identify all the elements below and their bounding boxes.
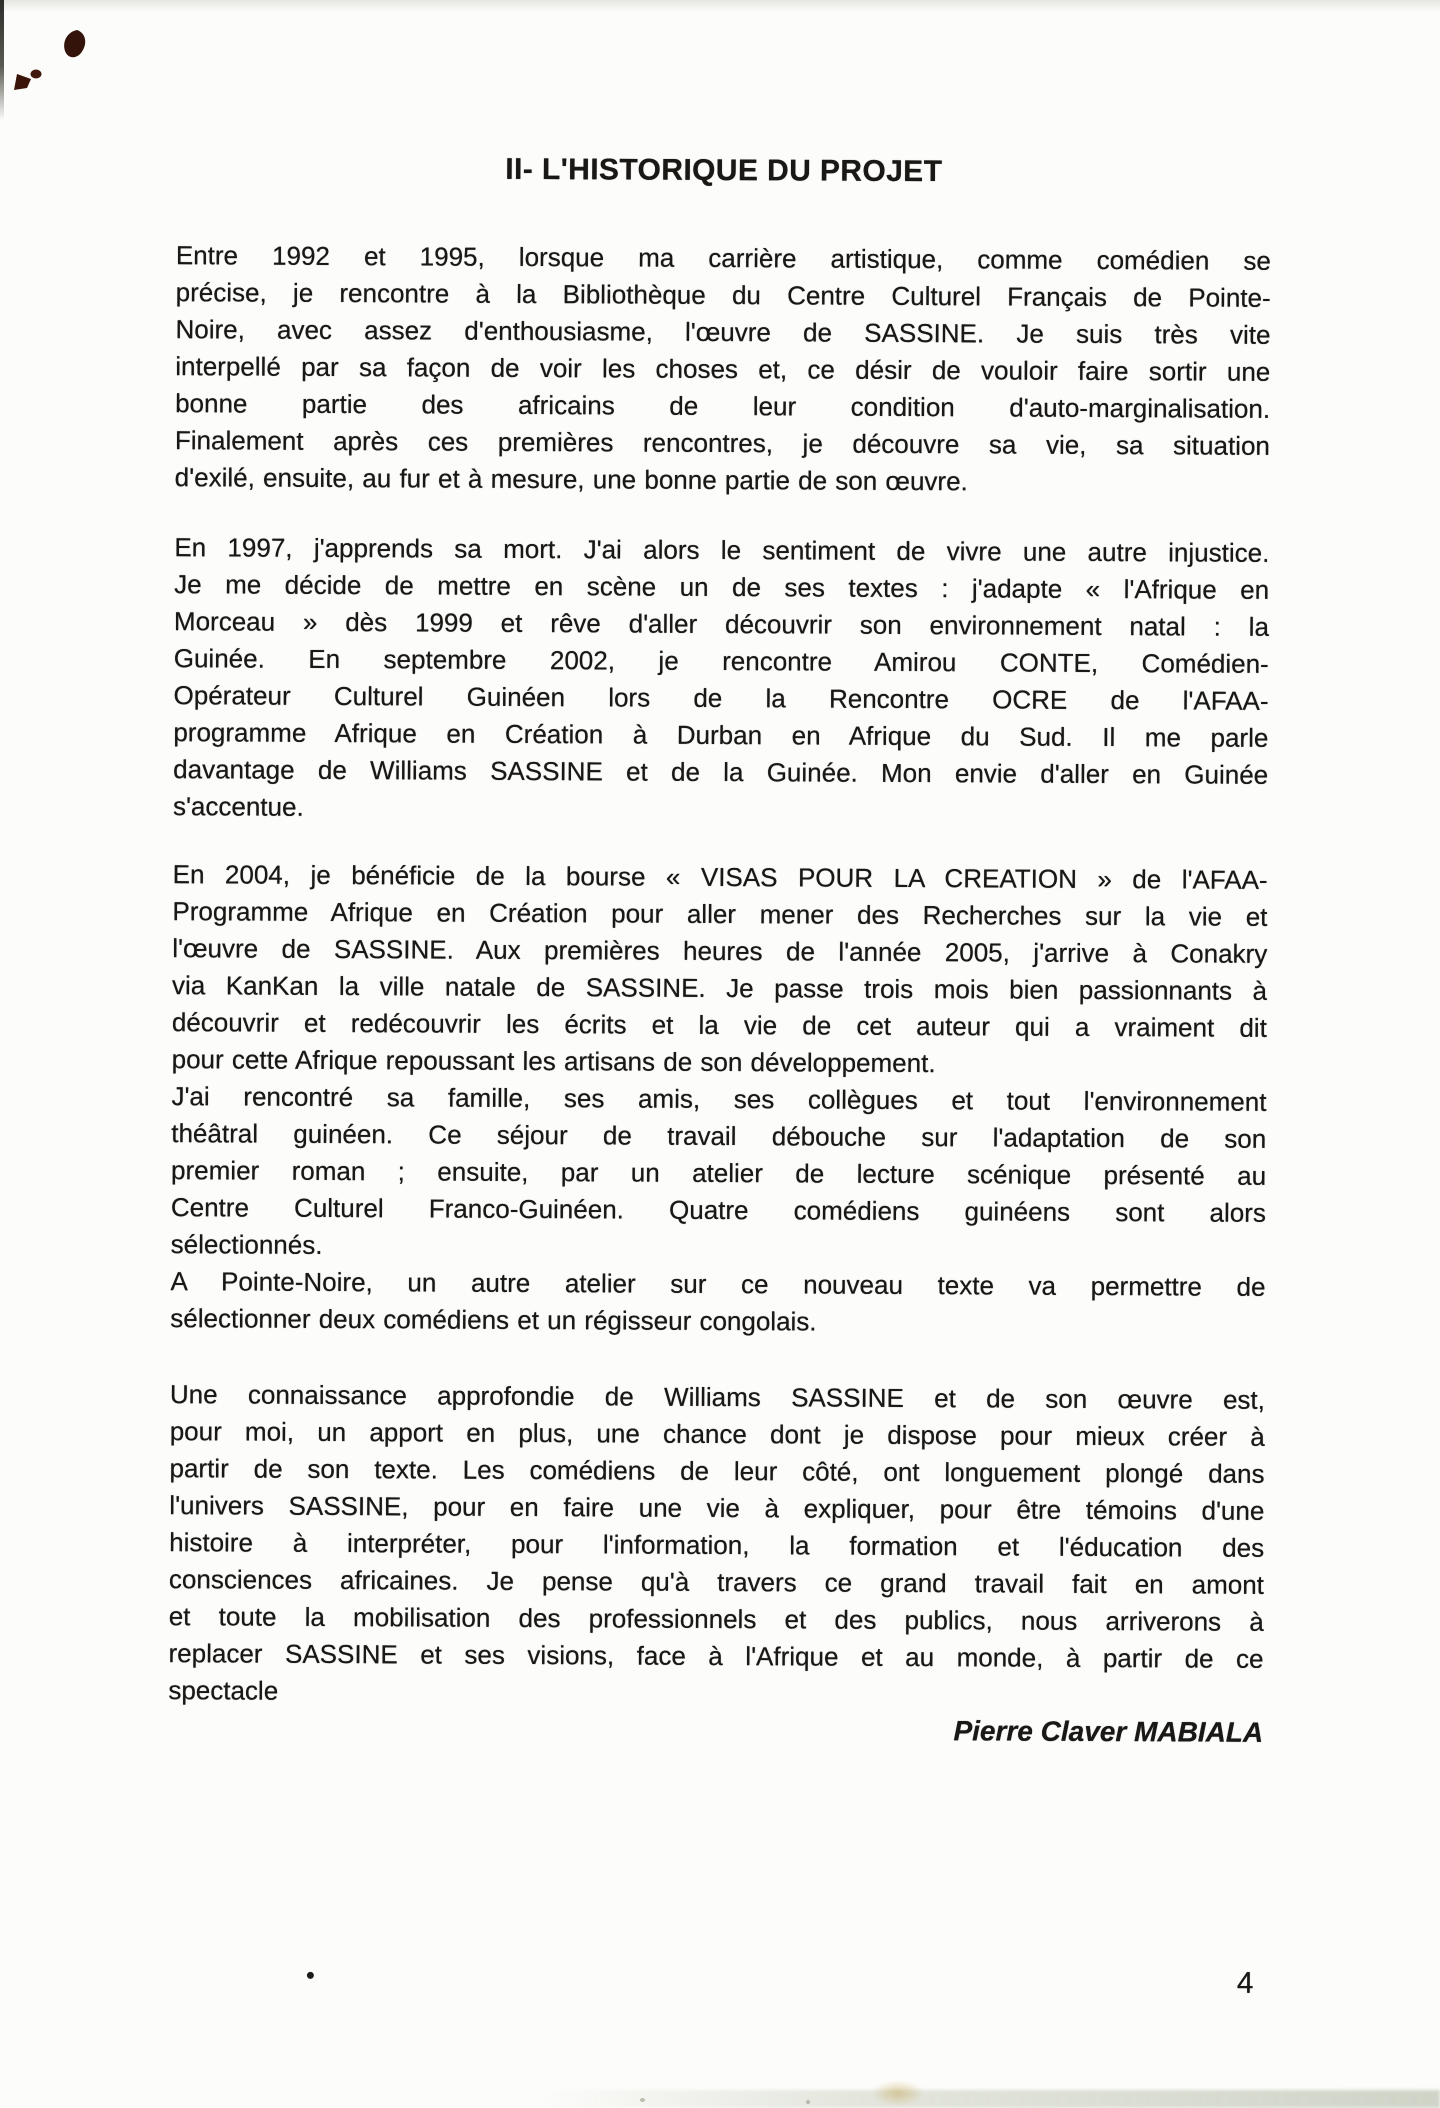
paragraph-4 [168, 1376, 1265, 1715]
text-line: et toute la mobilisation des professionnels et des publics, nous arriverons à [168, 1601, 1264, 1637]
text-line: histoire à interpréter, pour l'information, la formation et l'éducation des [169, 1527, 1265, 1563]
text-line: d'exilé, ensuite, au fur et à mesure, une bonne partie de son œuvre. [174, 462, 968, 497]
paragraph-1 [175, 237, 1271, 502]
text-line: Programme Afrique en Création pour aller mener des Recherches sur la vie et [172, 896, 1268, 932]
text-line: sélectionner deux comédiens et un régisseur congolais. [170, 1303, 817, 1337]
text-line: Opérateur Culturel Guinéen lors de la Rencontre OCRE de l'AFAA- [173, 680, 1269, 716]
text-line: interpellé par sa façon de voir les choses et, ce désir de vouloir faire sortir une [175, 351, 1271, 387]
text-line: En 2004, je bénéficie de la bourse « VISAS POUR LA CREATION » de l'AFAA- [172, 859, 1268, 895]
text-line: pour moi, un apport en plus, une chance dont je dispose pour mieux créer à [169, 1416, 1265, 1452]
text-line: Morceau » dès 1999 et rêve d'aller découvrir son environnement natal : la [173, 606, 1270, 642]
author-signature: Pierre Claver MABIALA [953, 1715, 1264, 1748]
text-line: découvrir et redécouvrir les écrits et la vie de cet auteur qui a vraiment dit [171, 1007, 1267, 1043]
text-line: pour cette Afrique repoussant les artisans de son développement. [171, 1044, 936, 1079]
text-line: davantage de Williams SASSINE et de la Guinée. Mon envie d'aller en Guinée [173, 754, 1269, 790]
text-line: Noire, avec assez d'enthousiasme, l'œuvre de SASSINE. Je suis très vite [175, 314, 1271, 350]
text-line: via KanKan la ville natale de SASSINE. Je passe trois mois bien passionnants à [171, 970, 1268, 1006]
text-line: l'univers SASSINE, pour en faire une vie à expliquer, pour être témoins d'une [169, 1490, 1265, 1526]
text-line: J'ai rencontré sa famille, ses amis, ses collègues et tout l'environnement [171, 1081, 1267, 1117]
text-line: Guinée. En septembre 2002, je rencontre Amirou CONTE, Comédien- [173, 643, 1269, 679]
text-line: Une connaissance approfondie de Williams SASSINE et de son œuvre est, [169, 1379, 1265, 1415]
text-line: En 1997, j'apprends sa mort. J'ai alors le sentiment de vivre une autre injustice. [174, 532, 1270, 568]
text-line: premier roman ; ensuite, par un atelier de lecture scénique présenté au [171, 1155, 1267, 1191]
text-line: spectacle [168, 1675, 279, 1706]
text-line: A Pointe-Noire, un autre atelier sur ce nouveau texte va permettre de [170, 1266, 1266, 1302]
scan-speck [806, 2100, 810, 2104]
scan-speck [640, 2098, 645, 2102]
text-line: partir de son texte. Les comédiens de leur côté, ont longuement plongé dans [169, 1453, 1265, 1489]
text-line: théâtral guinéen. Ce séjour de travail débouche sur l'adaptation de son [171, 1118, 1267, 1154]
paragraph-2 [173, 529, 1270, 831]
paragraph-3 [170, 856, 1268, 1343]
text-line: bonne partie des africains de leur condition d'auto-marginalisation. [175, 388, 1271, 424]
text-line: s'accentue. [172, 791, 304, 822]
text-line: replacer SASSINE et ses visions, face à l'Afrique et au monde, à partir de ce [168, 1638, 1264, 1674]
stray-ink-dot [307, 1972, 314, 1979]
document-title: II- L'HISTORIQUE DU PROJET [505, 152, 943, 189]
text-line: consciences africaines. Je pense qu'à travers ce grand travail fait en amont [168, 1564, 1265, 1600]
scan-bottom-shadow [540, 2090, 1440, 2108]
text-line: précise, je rencontre à la Bibliothèque du Centre Culturel Français de Pointe- [175, 277, 1271, 313]
text-line: Finalement après ces premières rencontres, je découvre sa vie, sa situation [174, 425, 1270, 461]
text-line: sélectionnés. [170, 1229, 323, 1260]
text-line: l'œuvre de SASSINE. Aux premières heures de l'année 2005, j'arrive à Conakry [172, 933, 1268, 969]
scan-bottom-smudge [872, 2080, 924, 2106]
text-line: Je me décide de mettre en scène un de ses textes : j'adapte « l'Afrique en [174, 569, 1270, 605]
text-line: Centre Culturel Franco-Guinéen. Quatre comédiens guinéens sont alors [170, 1192, 1266, 1228]
text-line: Entre 1992 et 1995, lorsque ma carrière artistique, comme comédien se [175, 240, 1271, 276]
text-line: programme Afrique en Création à Durban en Afrique du Sud. Il me parle [173, 717, 1269, 753]
page-number: 4 [1236, 1966, 1254, 2000]
